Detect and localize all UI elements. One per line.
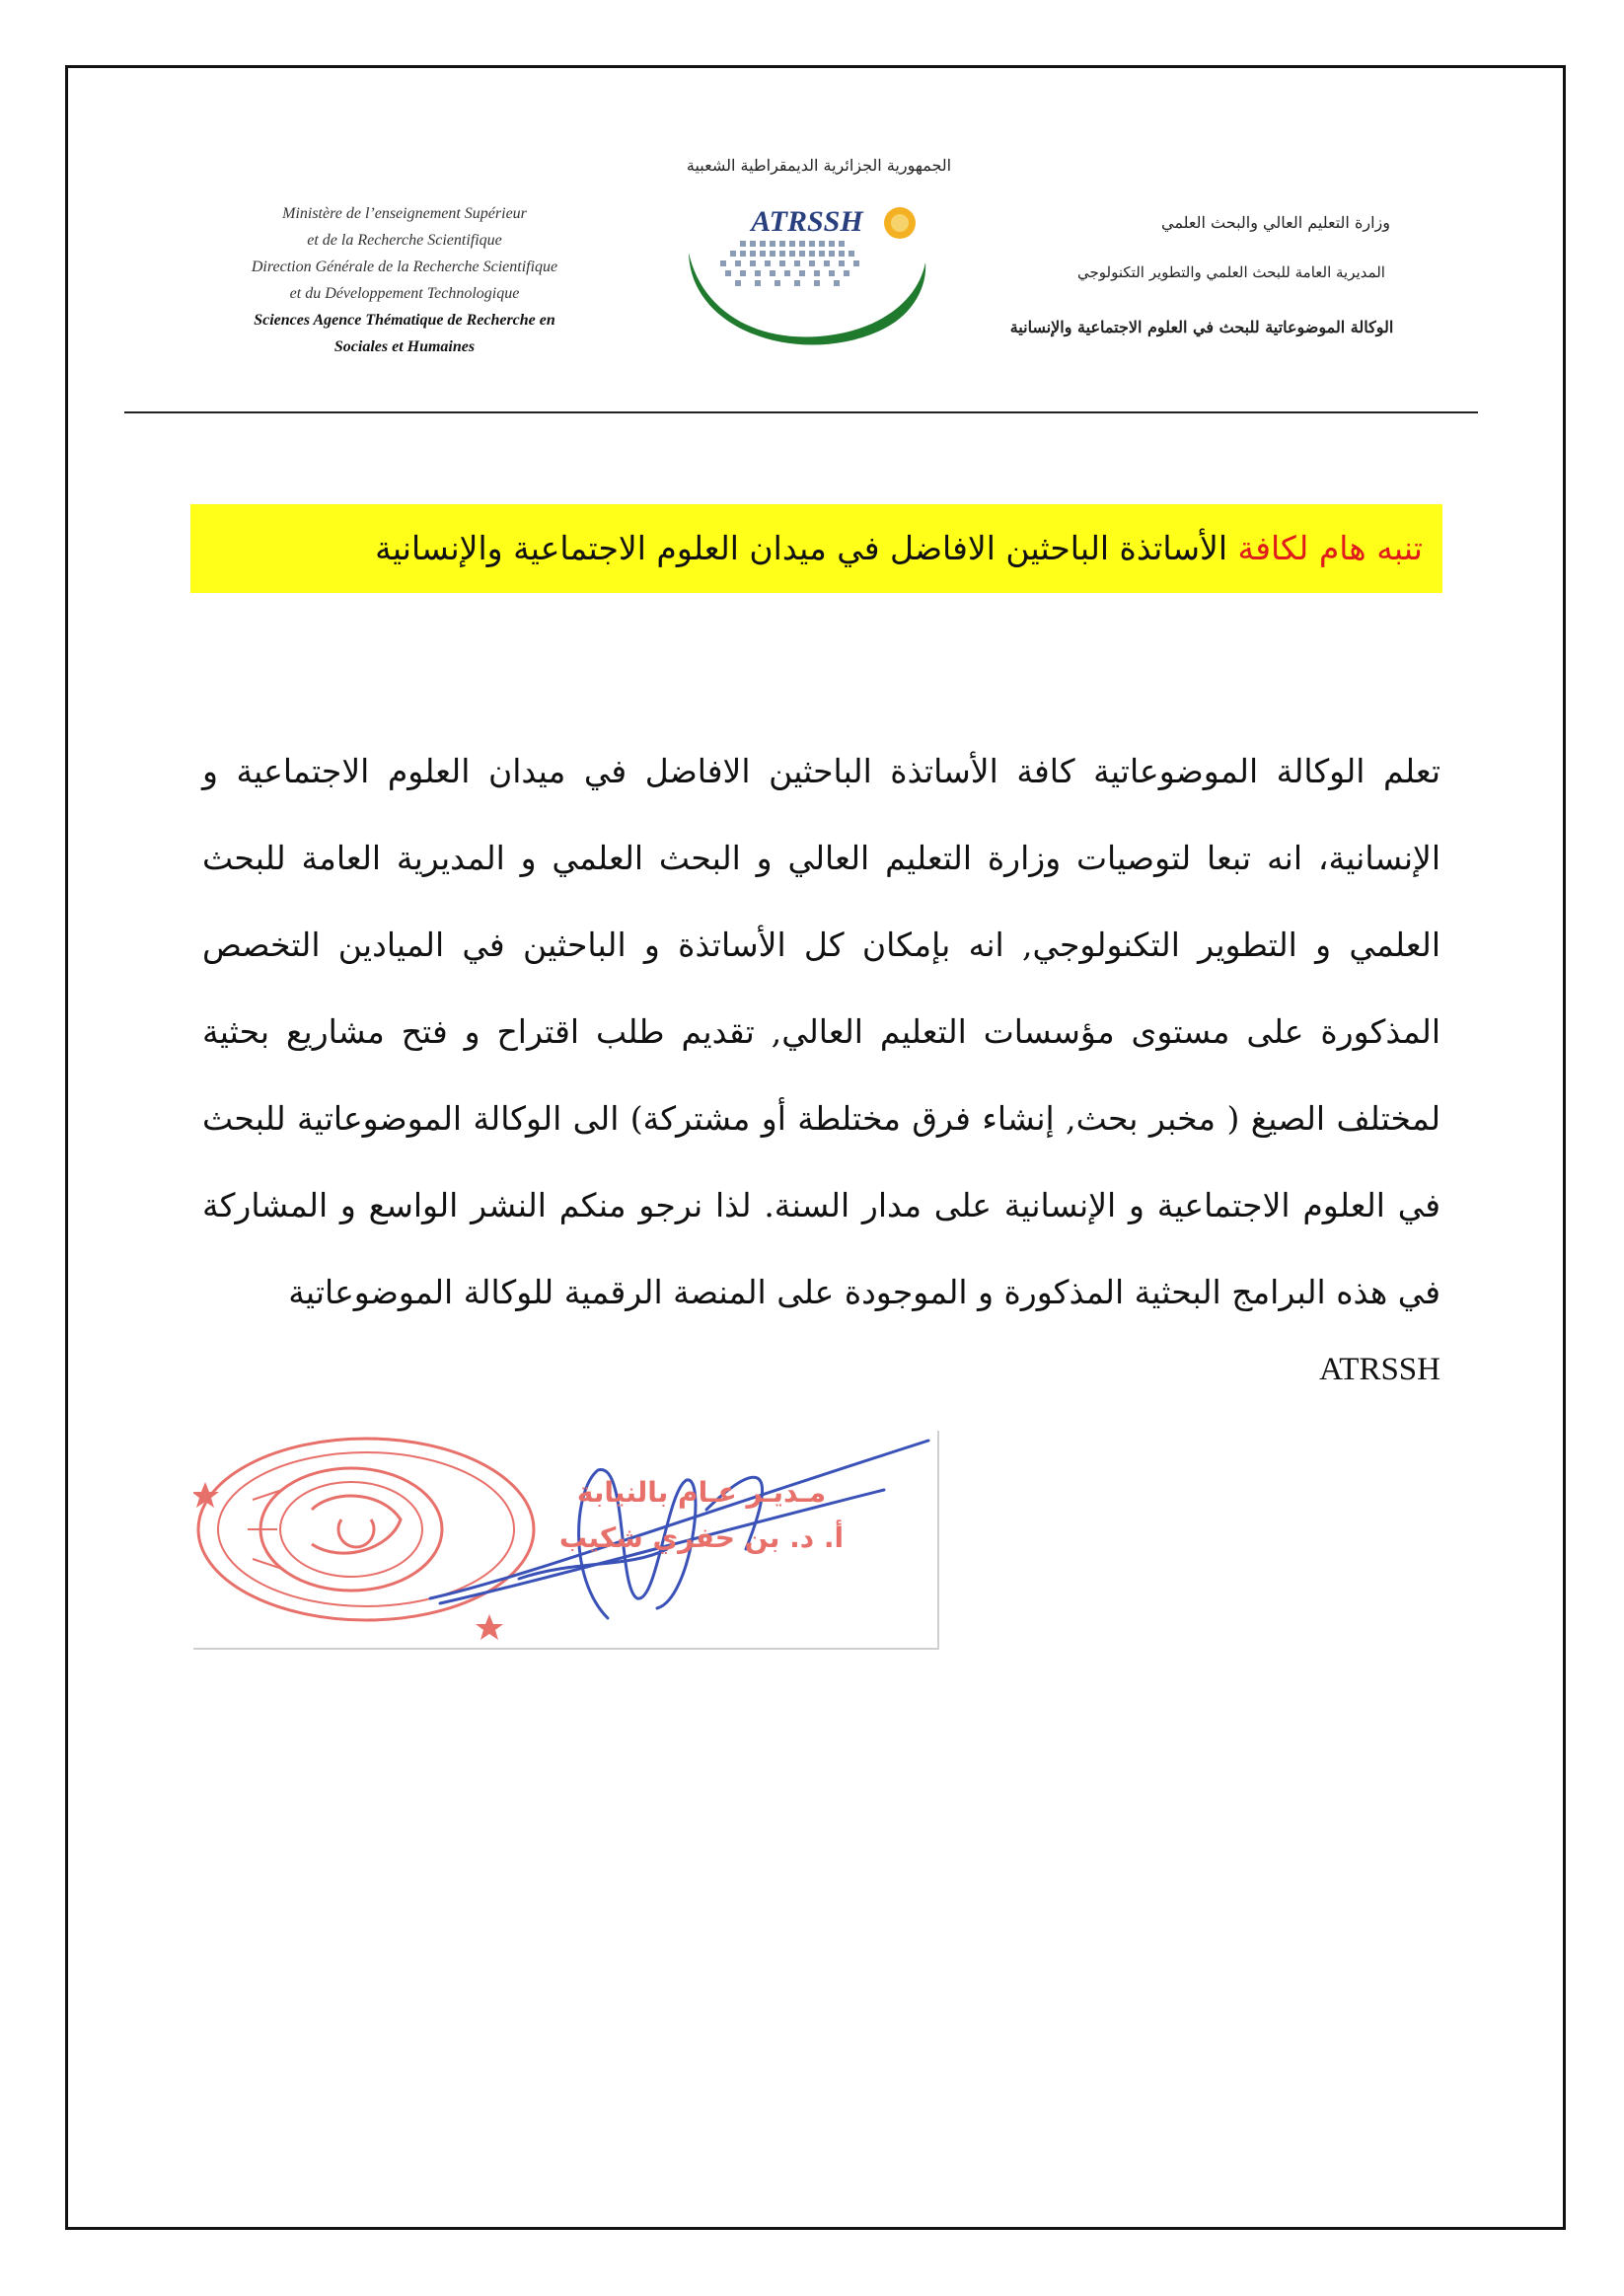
header-divider [124,411,1478,413]
logo-wordmark: ATRSSH [751,205,863,238]
notice-banner [190,504,1442,593]
body-closing: ATRSSH [1319,1352,1440,1387]
header-ar-agency: الوكالة الموضوعاتية للبحث في العلوم الاجتماعية والإنسانية [1009,318,1394,336]
header-republic-title: الجمهورية الجزائرية الديمقراطية الشعبية [686,156,952,175]
header-fr-line-2: et de la Recherche Scientifique [307,232,502,249]
body-paragraph: تعلم الوكالة الموضوعاتية كافة الأساتذة الباحثين الافاضل في ميدان العلوم الاجتماعية و الإنسانية، انه تبعا لتوصيات وزارة التعليم العالي و البحث العلمي و المديرية العامة للبحث العلمي و التطوير التكنولوجي, انه بإمكان كل الأساتذة و الباحثين في الميادين التخصص المذكورة على مستوى مؤسسات التعليم العالي, تقديم طلب اقتراح و فتح مشاريع بحثية لمختلف الصيغ ( مخبر بحث, إنشاء فرق مختلطة أو مشتركة) الى الوكالة الموضوعاتية للبحث في العلوم الاجتماعية و الإنسانية على مدار السنة. لذا نرجو منكم النشر الواسع و المشاركة في هذه البرامج البحثية المذكورة و الموجودة على المنصة الرقمية للوكالة الموضوعاتية [202,752,1440,1311]
signatory-block [489,1470,914,1561]
header-ar-directorate: المديرية العامة للبحث العلمي والتطوير التكنولوجي [1077,263,1385,281]
signatory-name: أ. د. بن حفري شكيب [558,1521,845,1554]
logo-arc-text: الوكالة الموضوعاتية للبحث في العلوم الاجتماعية والإنسانية [699,264,920,330]
header-fr-line-4: et du Développement Technologique [289,285,520,302]
atrssh-logo [681,193,937,359]
signatory-title: مـديـر عـام بالنيابة [576,1476,827,1509]
stamp-signature-area [193,1431,939,1650]
header-fr-agency-line-2: Sociales et Humaines [333,338,476,355]
banner-black-text: الأساتذة الباحثين الافاضل في ميدان العلوم الاجتماعية والإنسانية [375,529,1228,567]
header-ar-ministry: وزارة التعليم العالي والبحث العلمي [1161,213,1390,232]
header-fr-line-1: Ministère de l’enseignement Supérieur [282,205,527,222]
banner-red-text: تنبه هام لكافة [1237,529,1423,567]
header-fr-line-3: Direction Générale de la Recherche Scientifique [251,259,558,275]
header-french-block [197,200,612,360]
header-fr-agency-line-1: Sciences Agence Thématique de Recherche en [254,312,555,329]
